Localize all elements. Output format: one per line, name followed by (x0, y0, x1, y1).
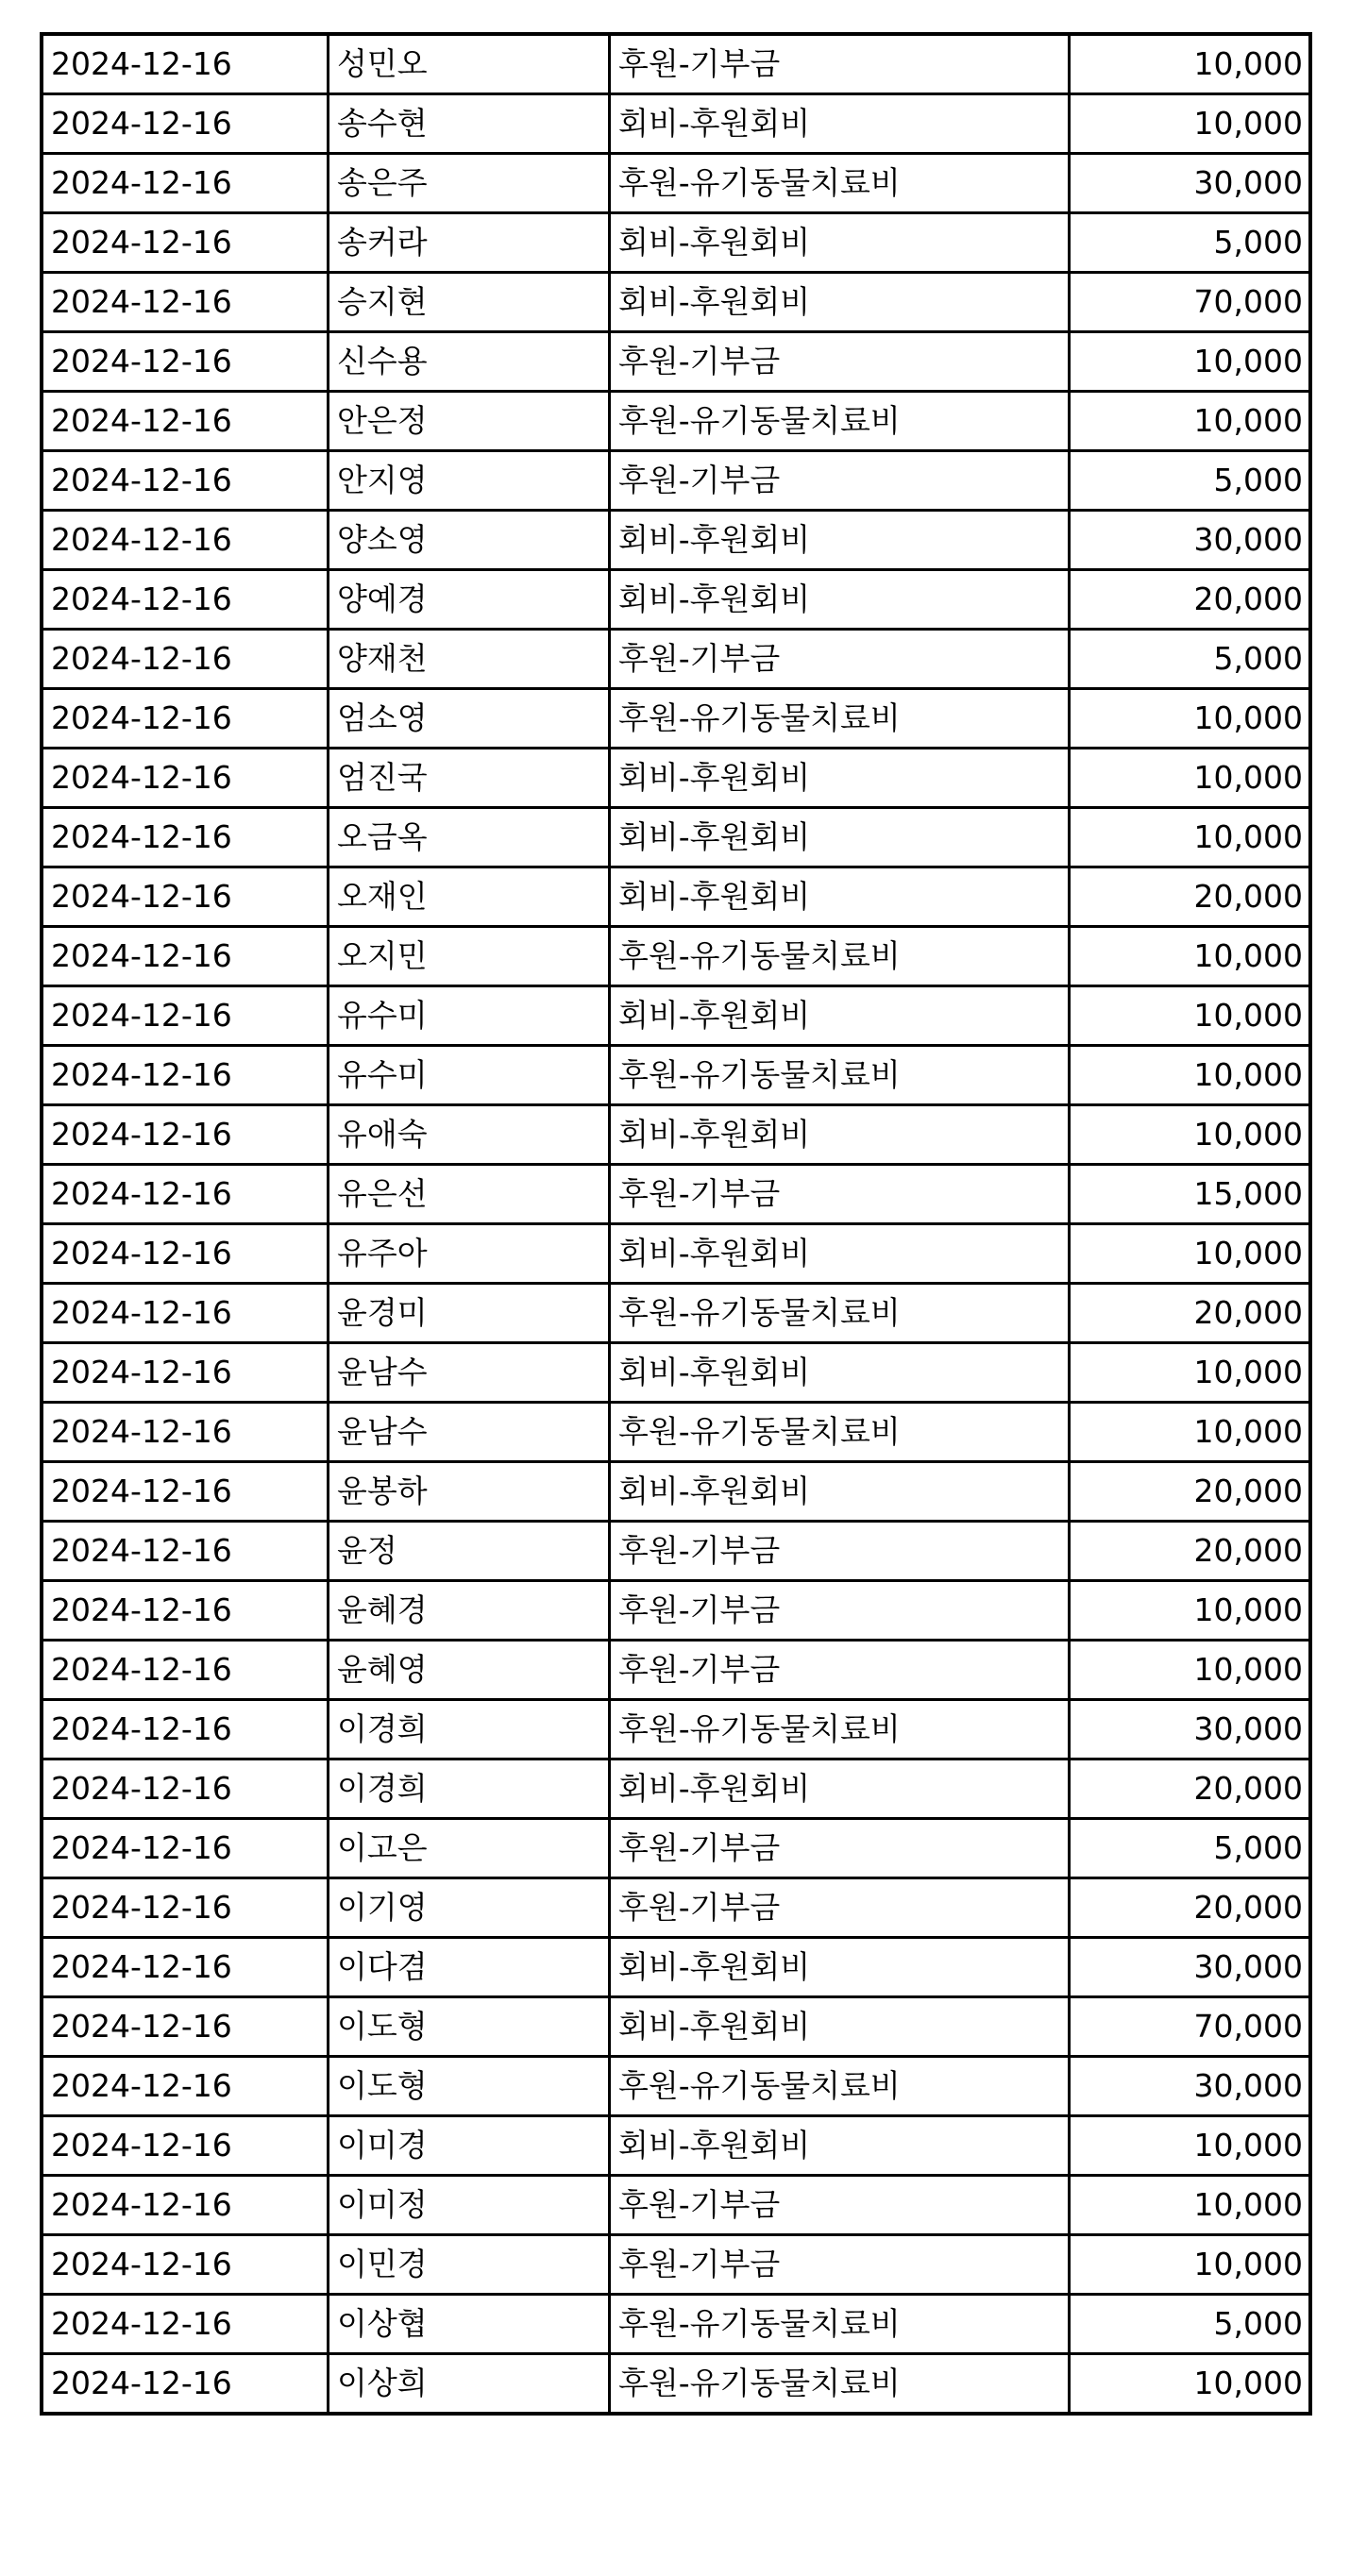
category-cell: 후원-기부금 (610, 1878, 1070, 1938)
table-row (42, 2057, 1310, 2116)
amount-cell: 10,000 (1070, 1403, 1311, 1462)
amount-cell: 20,000 (1070, 1462, 1311, 1522)
date-cell: 2024-12-16 (42, 1462, 329, 1522)
donation-ledger-table (40, 32, 1312, 2416)
table-row (42, 867, 1310, 927)
donor-name-cell: 이다겸 (329, 1938, 610, 1997)
donor-name-cell: 이상희 (329, 2354, 610, 2415)
date-cell: 2024-12-16 (42, 1581, 329, 1641)
date-cell: 2024-12-16 (42, 94, 329, 154)
category-cell: 회비-후원회비 (610, 1343, 1070, 1403)
amount-cell: 10,000 (1070, 1641, 1311, 1700)
table-row (42, 1224, 1310, 1284)
table-row (42, 1938, 1310, 1997)
amount-cell: 10,000 (1070, 927, 1311, 986)
donor-name-cell: 송커라 (329, 213, 610, 273)
table-row (42, 749, 1310, 808)
table-row (42, 1700, 1310, 1759)
date-cell: 2024-12-16 (42, 1165, 329, 1224)
donor-name-cell: 엄소영 (329, 689, 610, 749)
category-cell: 회비-후원회비 (610, 1462, 1070, 1522)
table-row (42, 1878, 1310, 1938)
category-cell: 후원-기부금 (610, 1641, 1070, 1700)
category-cell: 회비-후원회비 (610, 273, 1070, 332)
category-cell: 후원-유기동물치료비 (610, 154, 1070, 213)
amount-cell: 10,000 (1070, 749, 1311, 808)
amount-cell: 10,000 (1070, 2176, 1311, 2235)
table-row (42, 927, 1310, 986)
table-row (42, 808, 1310, 867)
date-cell: 2024-12-16 (42, 2116, 329, 2176)
donor-name-cell: 신수용 (329, 332, 610, 392)
date-cell: 2024-12-16 (42, 749, 329, 808)
donor-name-cell: 윤정 (329, 1522, 610, 1581)
category-cell: 회비-후원회비 (610, 1224, 1070, 1284)
table-row (42, 332, 1310, 392)
date-cell: 2024-12-16 (42, 689, 329, 749)
table-row (42, 1641, 1310, 1700)
category-cell: 후원-유기동물치료비 (610, 2295, 1070, 2354)
category-cell: 회비-후원회비 (610, 1997, 1070, 2057)
category-cell: 회비-후원회비 (610, 213, 1070, 273)
amount-cell: 10,000 (1070, 94, 1311, 154)
amount-cell: 70,000 (1070, 273, 1311, 332)
table-row (42, 1581, 1310, 1641)
category-cell: 회비-후원회비 (610, 570, 1070, 630)
donor-name-cell: 유수미 (329, 986, 610, 1046)
amount-cell: 20,000 (1070, 867, 1311, 927)
table-row (42, 94, 1310, 154)
amount-cell: 20,000 (1070, 1522, 1311, 1581)
amount-cell: 10,000 (1070, 1046, 1311, 1105)
table-row (42, 1997, 1310, 2057)
category-cell: 후원-유기동물치료비 (610, 927, 1070, 986)
date-cell: 2024-12-16 (42, 986, 329, 1046)
date-cell: 2024-12-16 (42, 273, 329, 332)
amount-cell: 30,000 (1070, 1700, 1311, 1759)
table-row (42, 1105, 1310, 1165)
category-cell: 회비-후원회비 (610, 749, 1070, 808)
donor-name-cell: 양예경 (329, 570, 610, 630)
table-row (42, 1759, 1310, 1819)
amount-cell: 30,000 (1070, 1938, 1311, 1997)
category-cell: 후원-기부금 (610, 34, 1070, 94)
donor-name-cell: 이민경 (329, 2235, 610, 2295)
table-row (42, 392, 1310, 451)
category-cell: 후원-유기동물치료비 (610, 689, 1070, 749)
table-row (42, 1819, 1310, 1878)
category-cell: 회비-후원회비 (610, 1105, 1070, 1165)
date-cell: 2024-12-16 (42, 1403, 329, 1462)
category-cell: 후원-유기동물치료비 (610, 392, 1070, 451)
table-row (42, 1462, 1310, 1522)
date-cell: 2024-12-16 (42, 332, 329, 392)
date-cell: 2024-12-16 (42, 1700, 329, 1759)
amount-cell: 10,000 (1070, 2116, 1311, 2176)
amount-cell: 20,000 (1070, 570, 1311, 630)
donor-name-cell: 안은정 (329, 392, 610, 451)
donor-name-cell: 이도형 (329, 2057, 610, 2116)
table-row (42, 986, 1310, 1046)
date-cell: 2024-12-16 (42, 1343, 329, 1403)
table-row (42, 630, 1310, 689)
category-cell: 후원-기부금 (610, 1581, 1070, 1641)
amount-cell: 20,000 (1070, 1878, 1311, 1938)
donor-name-cell: 이상협 (329, 2295, 610, 2354)
amount-cell: 10,000 (1070, 392, 1311, 451)
category-cell: 회비-후원회비 (610, 986, 1070, 1046)
donor-name-cell: 유주아 (329, 1224, 610, 1284)
date-cell: 2024-12-16 (42, 1878, 329, 1938)
date-cell: 2024-12-16 (42, 1522, 329, 1581)
date-cell: 2024-12-16 (42, 2057, 329, 2116)
category-cell: 후원-유기동물치료비 (610, 1284, 1070, 1343)
table-row (42, 1522, 1310, 1581)
amount-cell: 10,000 (1070, 1105, 1311, 1165)
category-cell: 후원-유기동물치료비 (610, 1700, 1070, 1759)
table-row (42, 2295, 1310, 2354)
category-cell: 후원-기부금 (610, 451, 1070, 511)
table-row (42, 1165, 1310, 1224)
amount-cell: 5,000 (1070, 2295, 1311, 2354)
category-cell: 회비-후원회비 (610, 1938, 1070, 1997)
donor-name-cell: 윤남수 (329, 1343, 610, 1403)
amount-cell: 5,000 (1070, 451, 1311, 511)
amount-cell: 10,000 (1070, 1581, 1311, 1641)
table-row (42, 2354, 1310, 2415)
table-row (42, 1046, 1310, 1105)
ledger-body (42, 34, 1310, 2414)
table-row (42, 154, 1310, 213)
donor-name-cell: 송은주 (329, 154, 610, 213)
donor-name-cell: 윤남수 (329, 1403, 610, 1462)
table-row (42, 2116, 1310, 2176)
table-row (42, 570, 1310, 630)
category-cell: 후원-기부금 (610, 332, 1070, 392)
donor-name-cell: 오금옥 (329, 808, 610, 867)
date-cell: 2024-12-16 (42, 570, 329, 630)
amount-cell: 20,000 (1070, 1759, 1311, 1819)
donor-name-cell: 유애숙 (329, 1105, 610, 1165)
amount-cell: 20,000 (1070, 1284, 1311, 1343)
category-cell: 후원-기부금 (610, 1522, 1070, 1581)
table-row (42, 1343, 1310, 1403)
amount-cell: 10,000 (1070, 332, 1311, 392)
amount-cell: 70,000 (1070, 1997, 1311, 2057)
date-cell: 2024-12-16 (42, 154, 329, 213)
donor-name-cell: 이고은 (329, 1819, 610, 1878)
date-cell: 2024-12-16 (42, 1641, 329, 1700)
date-cell: 2024-12-16 (42, 1046, 329, 1105)
date-cell: 2024-12-16 (42, 1105, 329, 1165)
category-cell: 회비-후원회비 (610, 1759, 1070, 1819)
date-cell: 2024-12-16 (42, 630, 329, 689)
category-cell: 후원-유기동물치료비 (610, 1046, 1070, 1105)
amount-cell: 10,000 (1070, 34, 1311, 94)
table-row (42, 689, 1310, 749)
donor-name-cell: 송수현 (329, 94, 610, 154)
amount-cell: 10,000 (1070, 689, 1311, 749)
amount-cell: 5,000 (1070, 1819, 1311, 1878)
category-cell: 회비-후원회비 (610, 867, 1070, 927)
donor-name-cell: 오재인 (329, 867, 610, 927)
table-row (42, 1284, 1310, 1343)
category-cell: 후원-기부금 (610, 2176, 1070, 2235)
table-row (42, 213, 1310, 273)
table-row (42, 273, 1310, 332)
table-row (42, 451, 1310, 511)
donor-name-cell: 이기영 (329, 1878, 610, 1938)
category-cell: 후원-유기동물치료비 (610, 1403, 1070, 1462)
date-cell: 2024-12-16 (42, 34, 329, 94)
amount-cell: 10,000 (1070, 2235, 1311, 2295)
amount-cell: 30,000 (1070, 154, 1311, 213)
donor-name-cell: 유수미 (329, 1046, 610, 1105)
category-cell: 회비-후원회비 (610, 808, 1070, 867)
donor-name-cell: 승지현 (329, 273, 610, 332)
date-cell: 2024-12-16 (42, 1997, 329, 2057)
donor-name-cell: 오지민 (329, 927, 610, 986)
category-cell: 회비-후원회비 (610, 2116, 1070, 2176)
donor-name-cell: 윤봉하 (329, 1462, 610, 1522)
donor-name-cell: 이경희 (329, 1759, 610, 1819)
category-cell: 회비-후원회비 (610, 94, 1070, 154)
category-cell: 후원-기부금 (610, 2235, 1070, 2295)
donor-name-cell: 양소영 (329, 511, 610, 570)
date-cell: 2024-12-16 (42, 1284, 329, 1343)
donor-name-cell: 엄진국 (329, 749, 610, 808)
amount-cell: 5,000 (1070, 213, 1311, 273)
date-cell: 2024-12-16 (42, 451, 329, 511)
donor-name-cell: 윤경미 (329, 1284, 610, 1343)
date-cell: 2024-12-16 (42, 2354, 329, 2415)
category-cell: 회비-후원회비 (610, 511, 1070, 570)
amount-cell: 10,000 (1070, 1343, 1311, 1403)
amount-cell: 30,000 (1070, 2057, 1311, 2116)
date-cell: 2024-12-16 (42, 2295, 329, 2354)
amount-cell: 5,000 (1070, 630, 1311, 689)
date-cell: 2024-12-16 (42, 213, 329, 273)
amount-cell: 10,000 (1070, 1224, 1311, 1284)
donor-name-cell: 유은선 (329, 1165, 610, 1224)
date-cell: 2024-12-16 (42, 392, 329, 451)
category-cell: 후원-유기동물치료비 (610, 2057, 1070, 2116)
date-cell: 2024-12-16 (42, 927, 329, 986)
donor-name-cell: 양재천 (329, 630, 610, 689)
date-cell: 2024-12-16 (42, 1224, 329, 1284)
table-row (42, 2176, 1310, 2235)
donor-name-cell: 이경희 (329, 1700, 610, 1759)
date-cell: 2024-12-16 (42, 1759, 329, 1819)
table-row (42, 2235, 1310, 2295)
date-cell: 2024-12-16 (42, 1938, 329, 1997)
category-cell: 후원-기부금 (610, 630, 1070, 689)
category-cell: 후원-유기동물치료비 (610, 2354, 1070, 2415)
category-cell: 후원-기부금 (610, 1165, 1070, 1224)
date-cell: 2024-12-16 (42, 867, 329, 927)
amount-cell: 10,000 (1070, 808, 1311, 867)
amount-cell: 15,000 (1070, 1165, 1311, 1224)
date-cell: 2024-12-16 (42, 511, 329, 570)
amount-cell: 10,000 (1070, 986, 1311, 1046)
donor-name-cell: 이도형 (329, 1997, 610, 2057)
donor-name-cell: 윤혜영 (329, 1641, 610, 1700)
donor-name-cell: 윤혜경 (329, 1581, 610, 1641)
date-cell: 2024-12-16 (42, 2235, 329, 2295)
amount-cell: 10,000 (1070, 2354, 1311, 2415)
donor-name-cell: 성민오 (329, 34, 610, 94)
category-cell: 후원-기부금 (610, 1819, 1070, 1878)
table-row (42, 1403, 1310, 1462)
date-cell: 2024-12-16 (42, 1819, 329, 1878)
amount-cell: 30,000 (1070, 511, 1311, 570)
donor-name-cell: 안지영 (329, 451, 610, 511)
date-cell: 2024-12-16 (42, 808, 329, 867)
date-cell: 2024-12-16 (42, 2176, 329, 2235)
table-row (42, 34, 1310, 94)
donor-name-cell: 이미경 (329, 2116, 610, 2176)
donor-name-cell: 이미정 (329, 2176, 610, 2235)
table-row (42, 511, 1310, 570)
